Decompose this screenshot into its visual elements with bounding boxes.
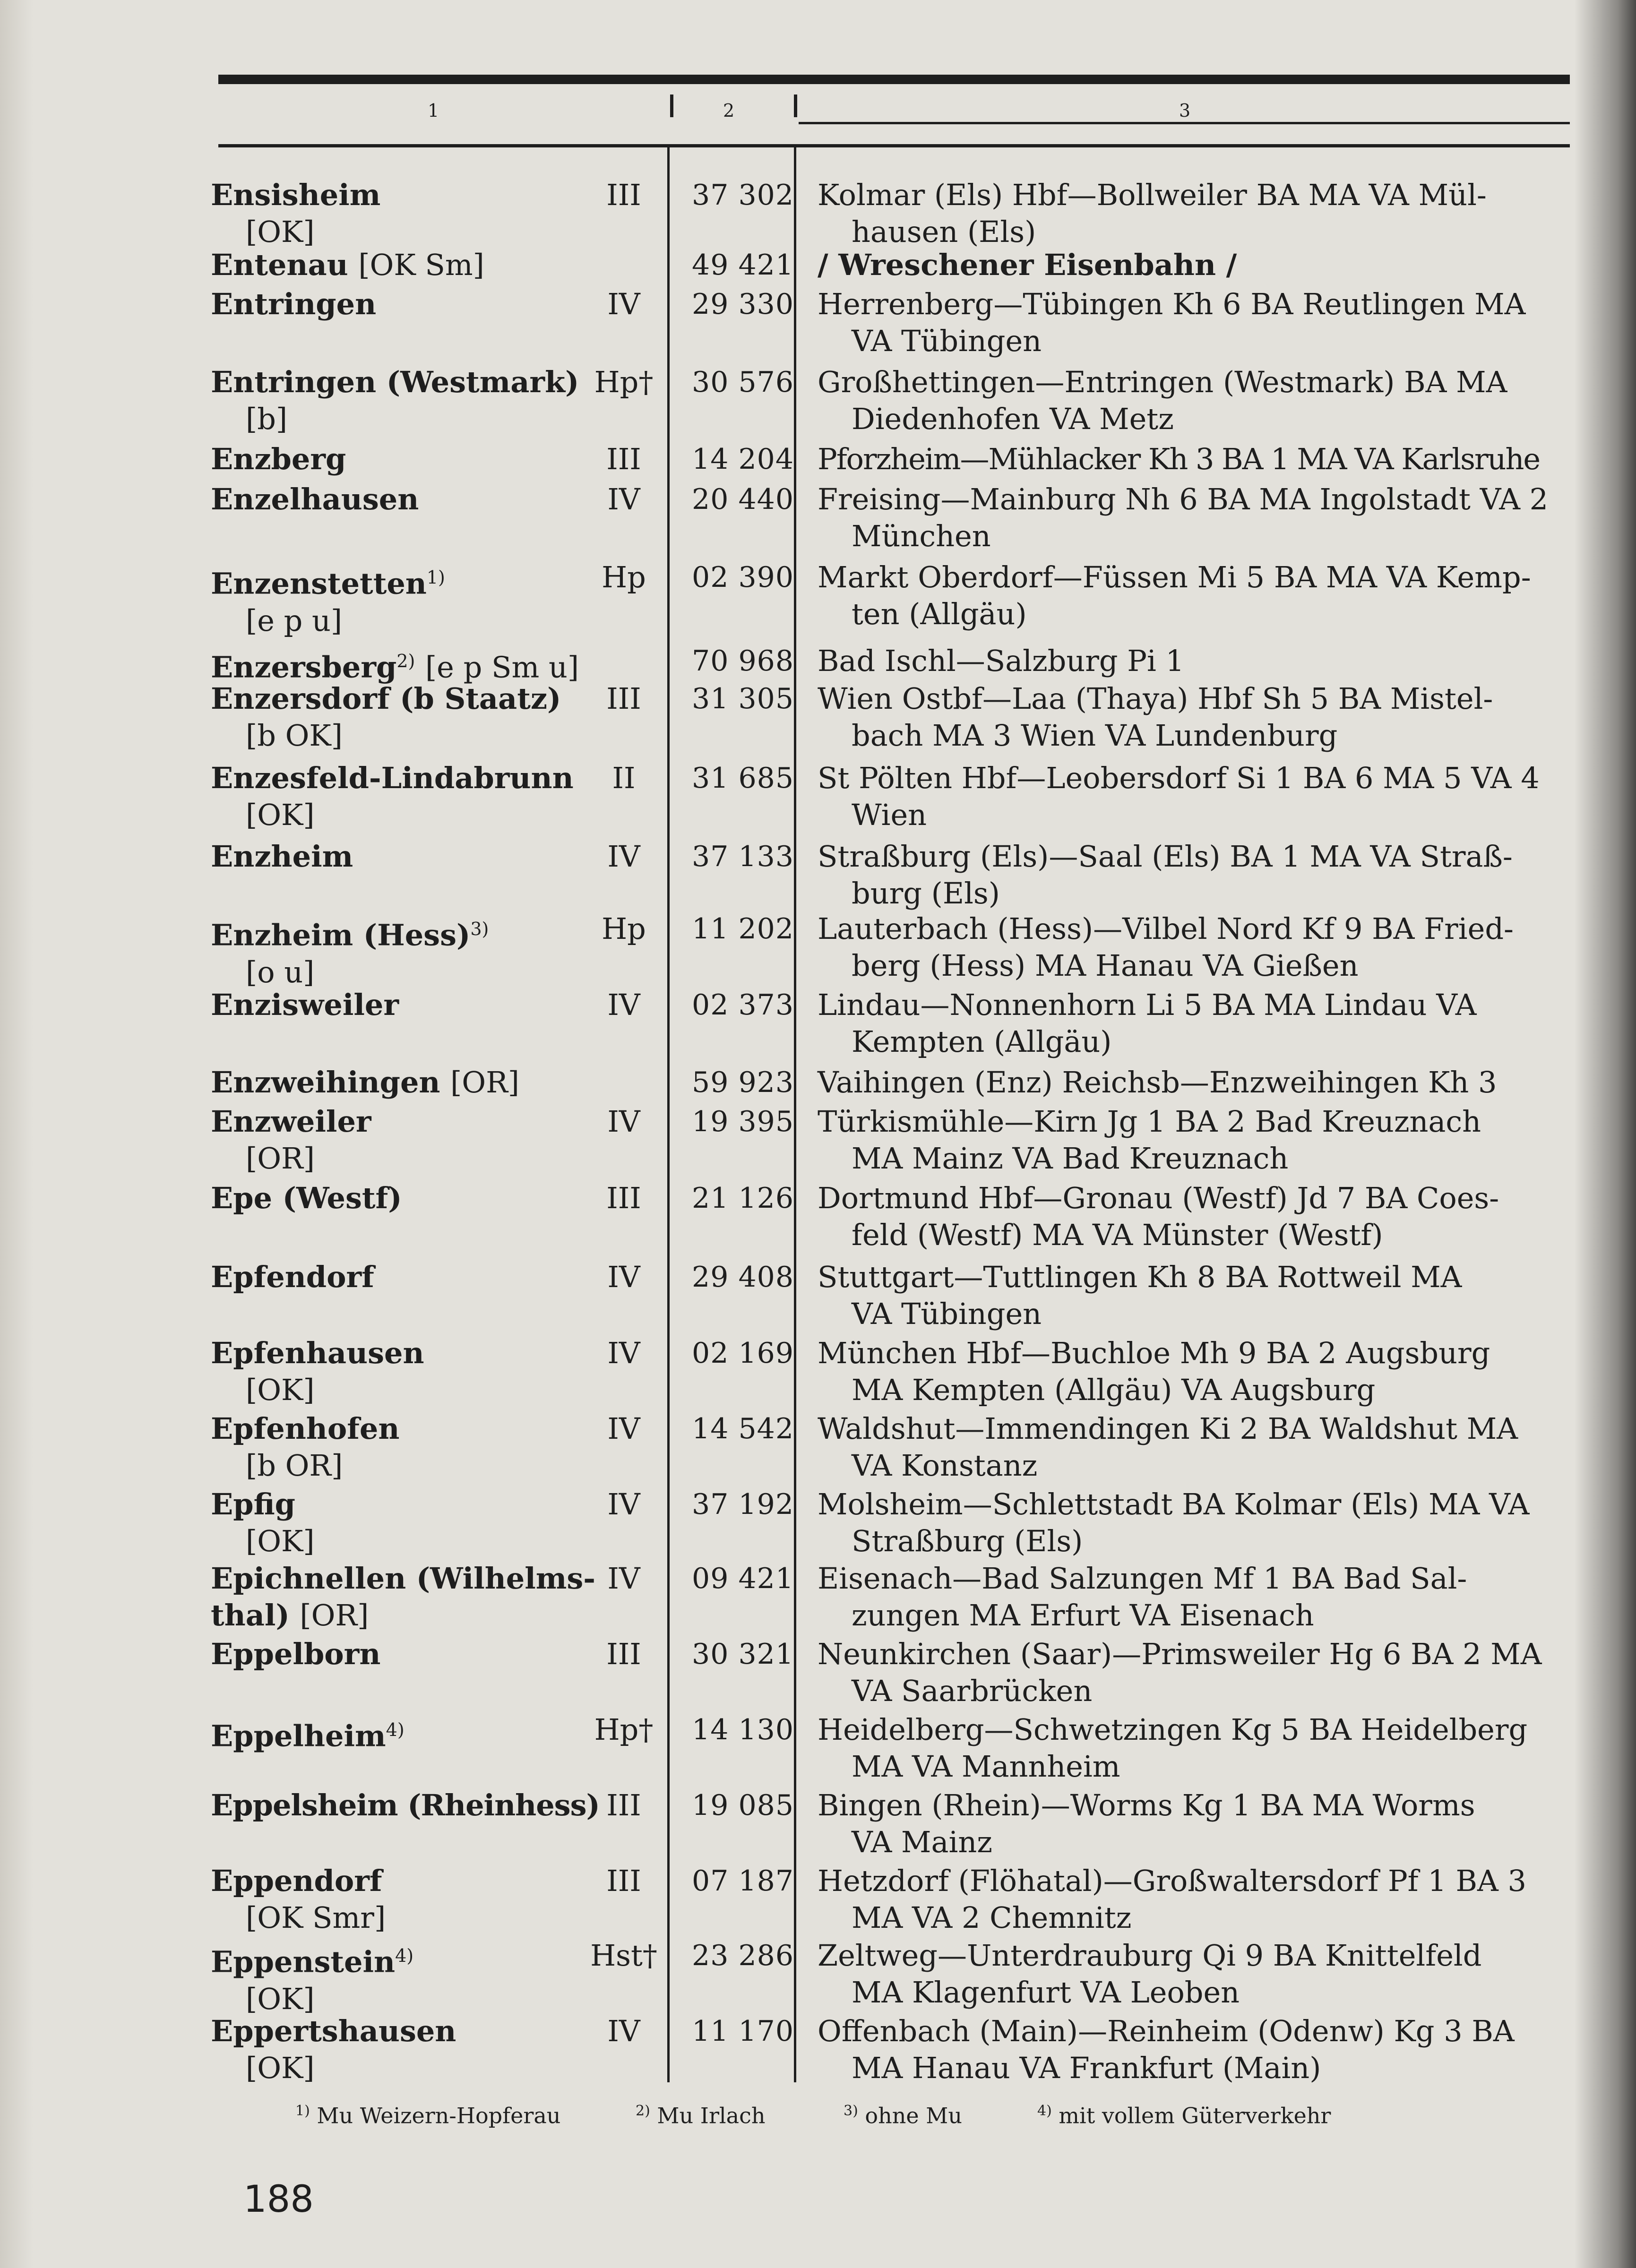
page-shadow-right bbox=[1575, 0, 1636, 2268]
station-route: Offenbach (Main)—Reinheim (Odenw) Kg 3 BA MA Hanau VA Frankfurt (Main) bbox=[818, 2014, 1515, 2085]
station-name: Enzheim bbox=[211, 839, 353, 874]
station-name: Eppenstein$^{4)}$ [OK] bbox=[211, 1944, 414, 2016]
station-route: / Wreschener Eisenbahn / bbox=[818, 248, 1237, 282]
station-route: Straßburg (Els)—Saal (Els) BA 1 MA VA Straß- burg (Els) bbox=[818, 839, 1513, 911]
station-route: Markt Oberdorf—Füssen Mi 5 BA MA VA Kemp- ten (Allgäu) bbox=[818, 560, 1531, 631]
station-class: III bbox=[606, 1788, 641, 1822]
station-route: Dortmund Hbf—Gronau (Westf) Jd 7 BA Coes- feld (Westf) MA VA Münster (Westf) bbox=[818, 1181, 1499, 1252]
station-route: Kolmar (Els) Hbf—Bollweiler BA MA VA Mül- hausen (Els) bbox=[818, 178, 1487, 249]
station-number: 49 421 bbox=[692, 249, 794, 282]
station-name: Enzheim (Hess)$^{3)}$ [o u] bbox=[211, 918, 489, 989]
station-name: Eppendorf [OK Smr] bbox=[211, 1864, 386, 1935]
station-number: 19 395 bbox=[692, 1105, 794, 1138]
station-name: Epfendorf bbox=[211, 1260, 374, 1294]
station-number: 14 204 bbox=[692, 443, 794, 476]
station-number: 02 390 bbox=[692, 561, 794, 594]
column-number-1: 1 bbox=[428, 100, 439, 121]
station-class: IV bbox=[607, 2014, 640, 2048]
station-number: 07 187 bbox=[692, 1864, 794, 1898]
station-name: Enzersdorf (b Staatz) [b OK] bbox=[211, 681, 561, 753]
station-number: 02 169 bbox=[692, 1337, 794, 1370]
station-name: Enzweihingen [OR] bbox=[211, 1065, 519, 1100]
station-route: Lindau—Nonnenhorn Li 5 BA MA Lindau VA Kempten (Allgäu) bbox=[818, 988, 1477, 1059]
station-number: 70 968 bbox=[692, 644, 794, 678]
column-number-3: 3 bbox=[1179, 100, 1191, 121]
header-rule-top bbox=[218, 75, 1570, 84]
station-route: Vaihingen (Enz) Reichsb—Enzweihingen Kh 3 bbox=[818, 1065, 1497, 1100]
station-name: Eppelheim$^{4)}$ bbox=[211, 1718, 405, 1753]
station-class: Hp bbox=[602, 560, 646, 594]
station-number: 59 923 bbox=[692, 1066, 794, 1099]
header-rule-col3 bbox=[799, 122, 1570, 124]
station-route: St Pölten Hbf—Leobersdorf Si 1 BA 6 MA 5 VA 4 Wien bbox=[818, 761, 1540, 832]
footnote: $^{3)}$ ohne Mu bbox=[844, 2103, 962, 2129]
station-class: Hst† bbox=[590, 1938, 657, 1973]
station-name: Entringen bbox=[211, 287, 377, 321]
station-class: III bbox=[606, 681, 641, 716]
station-number: 23 286 bbox=[692, 1939, 794, 1972]
station-number: 09 421 bbox=[692, 1562, 794, 1595]
station-class: III bbox=[606, 442, 641, 476]
station-class: IV bbox=[607, 287, 640, 321]
station-route: Wien Ostbf—Laa (Thaya) Hbf Sh 5 BA Mistel- bach MA 3 Wien VA Lundenburg bbox=[818, 681, 1493, 753]
station-number: 31 685 bbox=[692, 762, 794, 795]
station-class: IV bbox=[607, 1104, 640, 1139]
station-number: 37 133 bbox=[692, 840, 794, 873]
column-separator bbox=[794, 94, 797, 117]
station-route: Stuttgart—Tuttlingen Kh 8 BA Rottweil MA VA Tübingen bbox=[818, 1260, 1462, 1331]
station-name: Ensisheim [OK] bbox=[211, 178, 381, 249]
station-route: Hetzdorf (Flöhatal)—Großwaltersdorf Pf 1 BA 3 MA VA 2 Chemnitz bbox=[818, 1864, 1526, 1935]
station-number: 20 440 bbox=[692, 483, 794, 516]
station-class: II bbox=[612, 761, 636, 795]
station-class: III bbox=[606, 1637, 641, 1671]
station-name: Enzenstetten$^{1)}$ [e p u] bbox=[211, 566, 445, 638]
footnote: $^{2)}$ Mu Irlach bbox=[636, 2103, 766, 2129]
station-name: Epfenhofen [b OR] bbox=[211, 1411, 400, 1483]
station-class: IV bbox=[607, 988, 640, 1022]
footnote: $^{1)}$ Mu Weizern-Hopferau bbox=[295, 2103, 561, 2129]
station-route: Neunkirchen (Saar)—Primsweiler Hg 6 BA 2 MA VA Saarbrücken bbox=[818, 1637, 1542, 1708]
station-route: Lauterbach (Hess)—Vilbel Nord Kf 9 BA Fried- berg (Hess) MA Hanau VA Gießen bbox=[818, 911, 1514, 983]
station-class: IV bbox=[607, 1561, 640, 1596]
page-shadow-left bbox=[0, 0, 33, 2268]
station-route: Türkismühle—Kirn Jg 1 BA 2 Bad Kreuznach MA Mainz VA Bad Kreuznach bbox=[818, 1104, 1481, 1176]
page-number: 188 bbox=[243, 2178, 314, 2221]
station-route: Eisenach—Bad Salzungen Mf 1 BA Bad Sal- zungen MA Erfurt VA Eisenach bbox=[818, 1561, 1467, 1632]
station-class: Hp† bbox=[594, 1712, 654, 1747]
station-route: Freising—Mainburg Nh 6 BA MA Ingolstadt VA 2 München bbox=[818, 482, 1549, 553]
station-number: 30 321 bbox=[692, 1638, 794, 1671]
station-name: Eppertshausen [OK] bbox=[211, 2014, 456, 2085]
station-number: 02 373 bbox=[692, 988, 794, 1022]
station-name: Epfenhausen [OK] bbox=[211, 1336, 424, 1407]
station-class: III bbox=[606, 1864, 641, 1898]
station-number: 30 576 bbox=[692, 366, 794, 399]
station-name: Enzersberg$^{2)}$ [e p Sm u] bbox=[211, 650, 579, 685]
station-name: Entringen (Westmark) [b] bbox=[211, 365, 579, 436]
station-number: 21 126 bbox=[692, 1182, 794, 1215]
station-name: Epfig [OK] bbox=[211, 1487, 315, 1558]
station-route: Waldshut—Immendingen Ki 2 BA Waldshut MA VA Konstanz bbox=[818, 1411, 1518, 1483]
station-name: Epichnellen (Wilhelms- thal) [OR] bbox=[211, 1561, 596, 1632]
column-divider-2 bbox=[794, 147, 796, 2082]
station-name: Enzisweiler bbox=[211, 988, 399, 1022]
station-class: IV bbox=[607, 1260, 640, 1294]
station-route: Herrenberg—Tübingen Kh 6 BA Reutlingen MA VA Tübingen bbox=[818, 287, 1526, 358]
station-name: Enzelhausen bbox=[211, 482, 419, 516]
station-route: Bad Ischl—Salzburg Pi 1 bbox=[818, 644, 1184, 678]
station-class: III bbox=[606, 1181, 641, 1215]
station-class: IV bbox=[607, 1487, 640, 1521]
column-separator bbox=[670, 94, 673, 117]
station-number: 37 192 bbox=[692, 1488, 794, 1521]
station-name: Enzesfeld-Lindabrunn [OK] bbox=[211, 761, 574, 832]
station-number: 14 130 bbox=[692, 1713, 794, 1746]
station-class: III bbox=[606, 178, 641, 212]
station-number: 29 408 bbox=[692, 1261, 794, 1294]
station-route: Heidelberg—Schwetzingen Kg 5 BA Heidelberg MA VA Mannheim bbox=[818, 1712, 1528, 1784]
station-class: IV bbox=[607, 1411, 640, 1446]
station-number: 37 302 bbox=[692, 179, 794, 212]
station-number: 31 305 bbox=[692, 682, 794, 715]
station-route: Bingen (Rhein)—Worms Kg 1 BA MA Worms VA Mainz bbox=[818, 1788, 1475, 1859]
station-name: Eppelborn bbox=[211, 1637, 381, 1671]
station-class: IV bbox=[607, 482, 640, 516]
station-name: Enzweiler [OR] bbox=[211, 1104, 371, 1176]
station-number: 11 202 bbox=[692, 912, 794, 945]
station-name: Enzberg bbox=[211, 442, 346, 476]
station-route: Molsheim—Schlettstadt BA Kolmar (Els) MA VA Straßburg (Els) bbox=[818, 1487, 1530, 1558]
column-number-2: 2 bbox=[723, 100, 735, 121]
station-class: Hp† bbox=[594, 365, 654, 399]
station-route: Pforzheim—Mühlacker Kh 3 BA 1 MA VA Karlsruhe bbox=[818, 442, 1540, 476]
station-class: IV bbox=[607, 839, 640, 874]
station-route: Zeltweg—Unterdrauburg Qi 9 BA Knittelfeld MA Klagenfurt VA Leoben bbox=[818, 1938, 1482, 2010]
station-number: 14 542 bbox=[692, 1412, 794, 1445]
station-name: Epe (Westf) bbox=[211, 1181, 402, 1215]
station-name: Entenau [OK Sm] bbox=[211, 248, 484, 282]
header-rule-bottom bbox=[218, 144, 1570, 147]
station-number: 29 330 bbox=[692, 288, 794, 321]
station-route: Großhettingen—Entringen (Westmark) BA MA Diedenhofen VA Metz bbox=[818, 365, 1507, 436]
footnote: $^{4)}$ mit vollem Güterverkehr bbox=[1037, 2103, 1331, 2129]
station-route: München Hbf—Buchloe Mh 9 BA 2 Augsburg MA Kempten (Allgäu) VA Augsburg bbox=[818, 1336, 1490, 1407]
station-number: 19 085 bbox=[692, 1789, 794, 1822]
station-name: Eppelsheim (Rheinhess) bbox=[211, 1788, 600, 1822]
station-class: Hp bbox=[602, 911, 646, 946]
station-class: IV bbox=[607, 1336, 640, 1370]
station-number: 11 170 bbox=[692, 2015, 794, 2048]
